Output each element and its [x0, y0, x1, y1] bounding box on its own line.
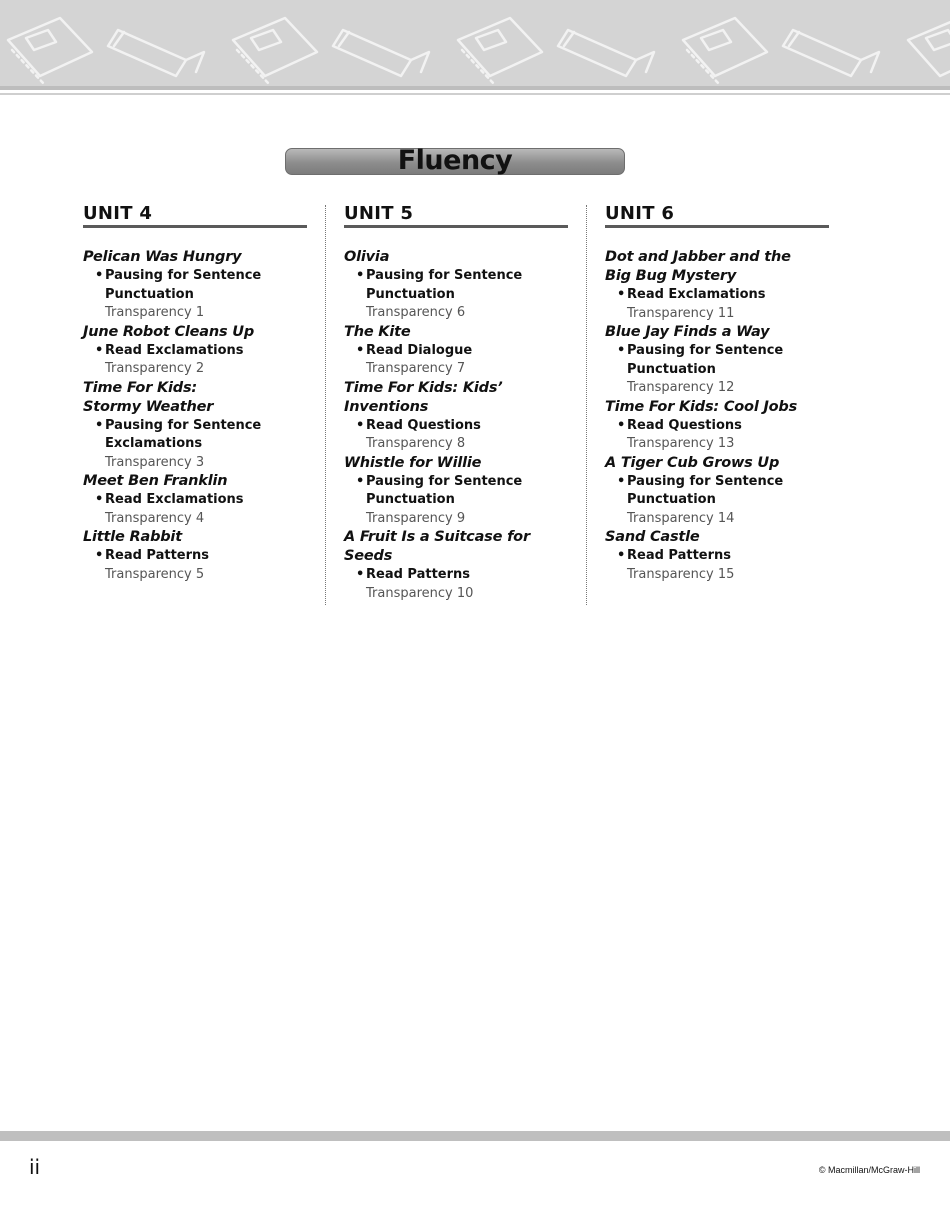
- story-title: Time For Kids: Cool Jobs: [605, 398, 798, 415]
- skill-label: Pausing for Sentence Punctuation: [627, 473, 784, 507]
- story-title: Olivia: [344, 249, 390, 265]
- bullet-icon: •: [617, 343, 626, 358]
- skill-item: [83, 342, 307, 361]
- skill-item: [83, 491, 307, 510]
- bullet-icon: •: [95, 548, 104, 563]
- unit-column: [344, 203, 568, 603]
- transparency-ref: Transparency 2: [105, 361, 205, 376]
- transparency-ref: Transparency 10: [366, 585, 474, 601]
- story-list: [344, 248, 568, 603]
- copyright-notice: © Macmillan/McGraw-Hill: [818, 1165, 920, 1175]
- story-title: Time For Kids: Stormy Weather: [83, 379, 214, 415]
- skill-item: [83, 267, 307, 304]
- unit-heading: UNIT 5: [344, 203, 568, 228]
- story-title: Pelican Was Hungry: [83, 249, 242, 265]
- skill-item: [605, 417, 829, 436]
- bullet-icon: •: [617, 287, 626, 302]
- bullet-icon: •: [617, 548, 626, 563]
- bullet-icon: •: [356, 567, 365, 582]
- skill-label: Read Dialogue: [366, 342, 473, 358]
- story-entry: [344, 528, 568, 603]
- story-entry: [605, 248, 829, 323]
- story-entry: [344, 379, 568, 454]
- skill-label: Read Questions: [366, 417, 481, 433]
- story-entry: [344, 323, 568, 379]
- bullet-icon: •: [356, 417, 365, 433]
- skill-item: [83, 417, 307, 454]
- story-title: June Robot Cleans Up: [83, 323, 255, 340]
- skill-label: Pausing for Sentence Punctuation: [366, 473, 523, 507]
- banner-rule: [0, 86, 950, 90]
- skill-label: Read Patterns: [366, 567, 471, 582]
- unit-heading: UNIT 6: [605, 203, 829, 228]
- skill-item: [605, 547, 829, 566]
- story-entry: [83, 248, 307, 323]
- bullet-icon: •: [95, 417, 104, 433]
- story-entry: [605, 528, 829, 584]
- transparency-ref: Transparency 1: [105, 305, 205, 320]
- story-title: Meet Ben Franklin: [83, 473, 228, 489]
- transparency-ref: Transparency 9: [366, 510, 466, 526]
- skill-label: Pausing for Sentence Punctuation: [627, 343, 784, 377]
- story-title: Little Rabbit: [83, 529, 182, 545]
- footer-bar: [0, 1131, 950, 1141]
- skill-label: Pausing for Sentence Punctuation: [105, 268, 262, 302]
- unit-heading: UNIT 4: [83, 203, 307, 228]
- skill-item: [344, 473, 568, 510]
- bullet-icon: •: [356, 342, 365, 358]
- story-entry: [344, 248, 568, 323]
- bullet-icon: •: [356, 473, 365, 489]
- transparency-ref: Transparency 14: [627, 510, 735, 526]
- skill-item: [605, 342, 829, 379]
- story-entry: [605, 398, 829, 454]
- skill-label: Read Patterns: [627, 548, 732, 563]
- bullet-icon: •: [356, 268, 365, 283]
- header-banner: [0, 0, 950, 86]
- doodle-pattern-icon: [0, 0, 950, 86]
- transparency-ref: Transparency 8: [366, 436, 466, 451]
- column-divider: [325, 205, 326, 605]
- story-list: [605, 248, 829, 584]
- skill-label: Pausing for Sentence Punctuation: [366, 268, 523, 302]
- story-title: A Fruit Is a Suitcase for Seeds: [344, 529, 530, 564]
- transparency-ref: Transparency 6: [366, 305, 466, 320]
- skill-item: [605, 286, 829, 305]
- story-title: Time For Kids: Kids’ Inventions: [344, 379, 503, 415]
- story-list: [83, 248, 307, 584]
- page-number: ii: [29, 1155, 41, 1179]
- story-title: Whistle for Willie: [344, 454, 482, 471]
- story-title: A Tiger Cub Grows Up: [605, 454, 780, 471]
- column-divider: [586, 205, 587, 605]
- section-title-pill: [285, 145, 625, 176]
- story-entry: [83, 323, 307, 379]
- skill-label: Read Exclamations: [105, 342, 244, 358]
- skill-label: Read Patterns: [105, 548, 210, 563]
- skill-item: [344, 566, 568, 585]
- story-title: Sand Castle: [605, 529, 700, 545]
- story-title: Dot and Jabber and the Big Bug Mystery: [605, 249, 791, 284]
- story-entry: [83, 528, 307, 584]
- bullet-icon: •: [95, 342, 104, 358]
- transparency-ref: Transparency 13: [627, 436, 735, 451]
- transparency-ref: Transparency 5: [105, 566, 205, 582]
- transparency-ref: Transparency 3: [105, 454, 205, 470]
- skill-item: [605, 473, 829, 510]
- page-title: Fluency: [397, 145, 513, 176]
- story-entry: [83, 472, 307, 528]
- skill-label: Read Exclamations: [105, 492, 244, 507]
- transparency-ref: Transparency 15: [627, 566, 735, 582]
- bullet-icon: •: [95, 492, 104, 507]
- story-entry: [605, 454, 829, 529]
- skill-label: Read Questions: [627, 417, 742, 433]
- skill-item: [344, 342, 568, 361]
- story-entry: [83, 379, 307, 473]
- transparency-ref: Transparency 11: [627, 305, 735, 321]
- transparency-ref: Transparency 4: [105, 510, 205, 526]
- story-title: The Kite: [344, 323, 411, 340]
- bullet-icon: •: [617, 417, 626, 433]
- bullet-icon: •: [95, 268, 104, 283]
- story-entry: [605, 323, 829, 398]
- story-title: Blue Jay Finds a Way: [605, 324, 770, 340]
- story-entry: [344, 454, 568, 529]
- banner-rule-thin: [0, 93, 950, 95]
- skill-item: [344, 267, 568, 304]
- unit-column: [83, 203, 307, 584]
- skill-label: Pausing for Sentence Exclamations: [105, 417, 262, 451]
- skill-item: [344, 417, 568, 436]
- unit-column: [605, 203, 829, 584]
- skill-label: Read Exclamations: [627, 287, 766, 302]
- skill-item: [83, 547, 307, 566]
- transparency-ref: Transparency 12: [627, 380, 735, 395]
- bullet-icon: •: [617, 473, 626, 489]
- transparency-ref: Transparency 7: [366, 361, 466, 376]
